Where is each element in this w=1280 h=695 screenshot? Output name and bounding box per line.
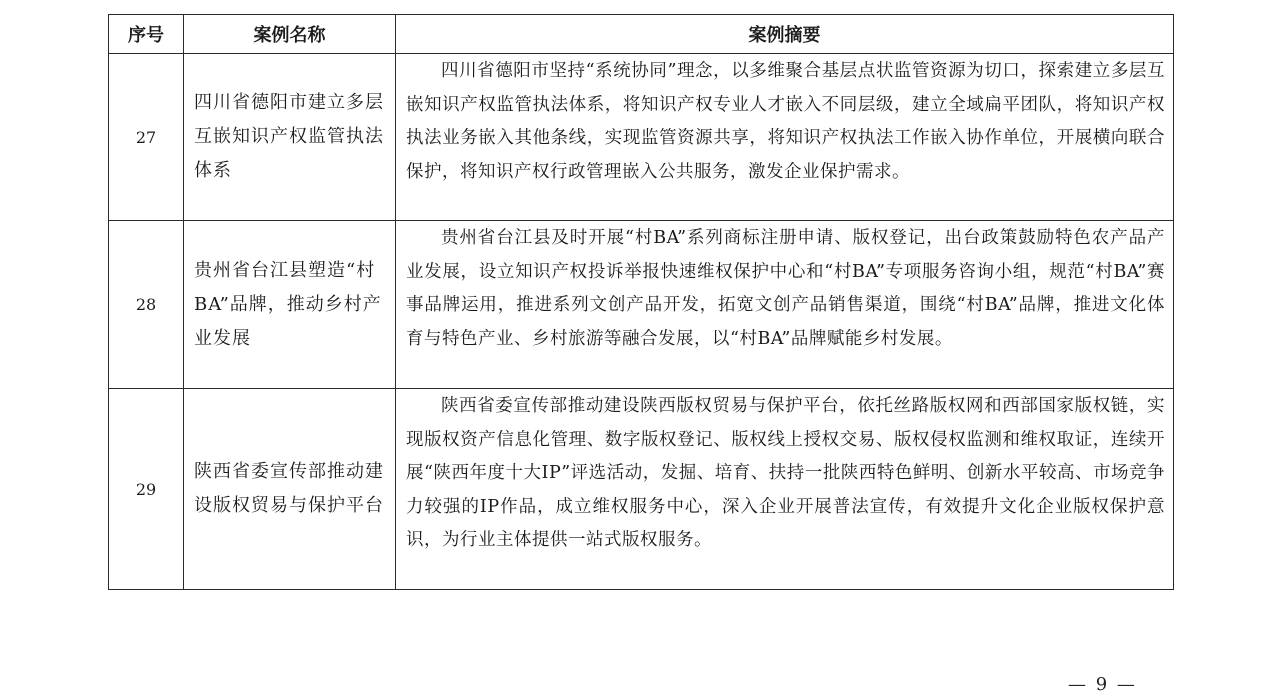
header-number: 序号 xyxy=(109,15,184,54)
page-number: — 9 — xyxy=(1068,674,1137,695)
case-summary: 贵州省台江县及时开展“村BA”系列商标注册申请、版权登记，出台政策鼓励特色农产品产业发展，设立知识产权投诉举报快速维权保护中心和“村BA”专项服务咨询小组，规范“村BA”赛事品牌运用，推进系列文创产品开发，拓宽文创产品销售渠道，围绕“村BA”品牌，推进文化体育与特色产业、乡村旅游等融合发展，以“村BA”品牌赋能乡村发展。 xyxy=(406,228,1165,349)
case-number: 27 xyxy=(109,54,184,221)
case-summary: 四川省德阳市坚持“系统协同”理念，以多维聚合基层点状监管资源为切口，探索建立多层互嵌知识产权监管执法体系，将知识产权专业人才嵌入不同层级，建立全域扁平团队，将知识产权执法业务嵌入其他条线，实现监管资源共享，将知识产权执法工作嵌入协作单位，开展横向联合保护，将知识产权行政管理嵌入公共服务，激发企业保护需求。 xyxy=(406,61,1165,182)
case-summary-cell xyxy=(396,221,1174,389)
case-number: 29 xyxy=(109,389,184,590)
case-summary-cell xyxy=(396,54,1174,221)
table-row xyxy=(109,54,1174,221)
case-name: 贵州省台江县塑造“村BA”品牌，推动乡村产业发展 xyxy=(184,221,396,389)
case-summary: 陕西省委宣传部推动建设陕西版权贸易与保护平台，依托丝路版权网和西部国家版权链，实现版权资产信息化管理、数字版权登记、版权线上授权交易、版权侵权监测和维权取证，连续开展“陕西年度十大IP”评选活动，发掘、培育、扶持一批陕西特色鲜明、创新水平较高、市场竞争力较强的IP作品，成立维权服务中心，深入企业开展普法宣传，有效提升文化企业版权保护意识，为行业主体提供一站式版权服务。 xyxy=(406,396,1165,550)
table-header-row xyxy=(109,15,1174,54)
case-summary-cell xyxy=(396,389,1174,590)
table-row xyxy=(109,389,1174,590)
case-table xyxy=(108,14,1174,590)
header-name: 案例名称 xyxy=(184,15,396,54)
table-row xyxy=(109,221,1174,389)
header-summary: 案例摘要 xyxy=(396,15,1174,54)
case-name: 四川省德阳市建立多层互嵌知识产权监管执法体系 xyxy=(184,54,396,221)
case-number: 28 xyxy=(109,221,184,389)
case-name: 陕西省委宣传部推动建设版权贸易与保护平台 xyxy=(184,389,396,590)
